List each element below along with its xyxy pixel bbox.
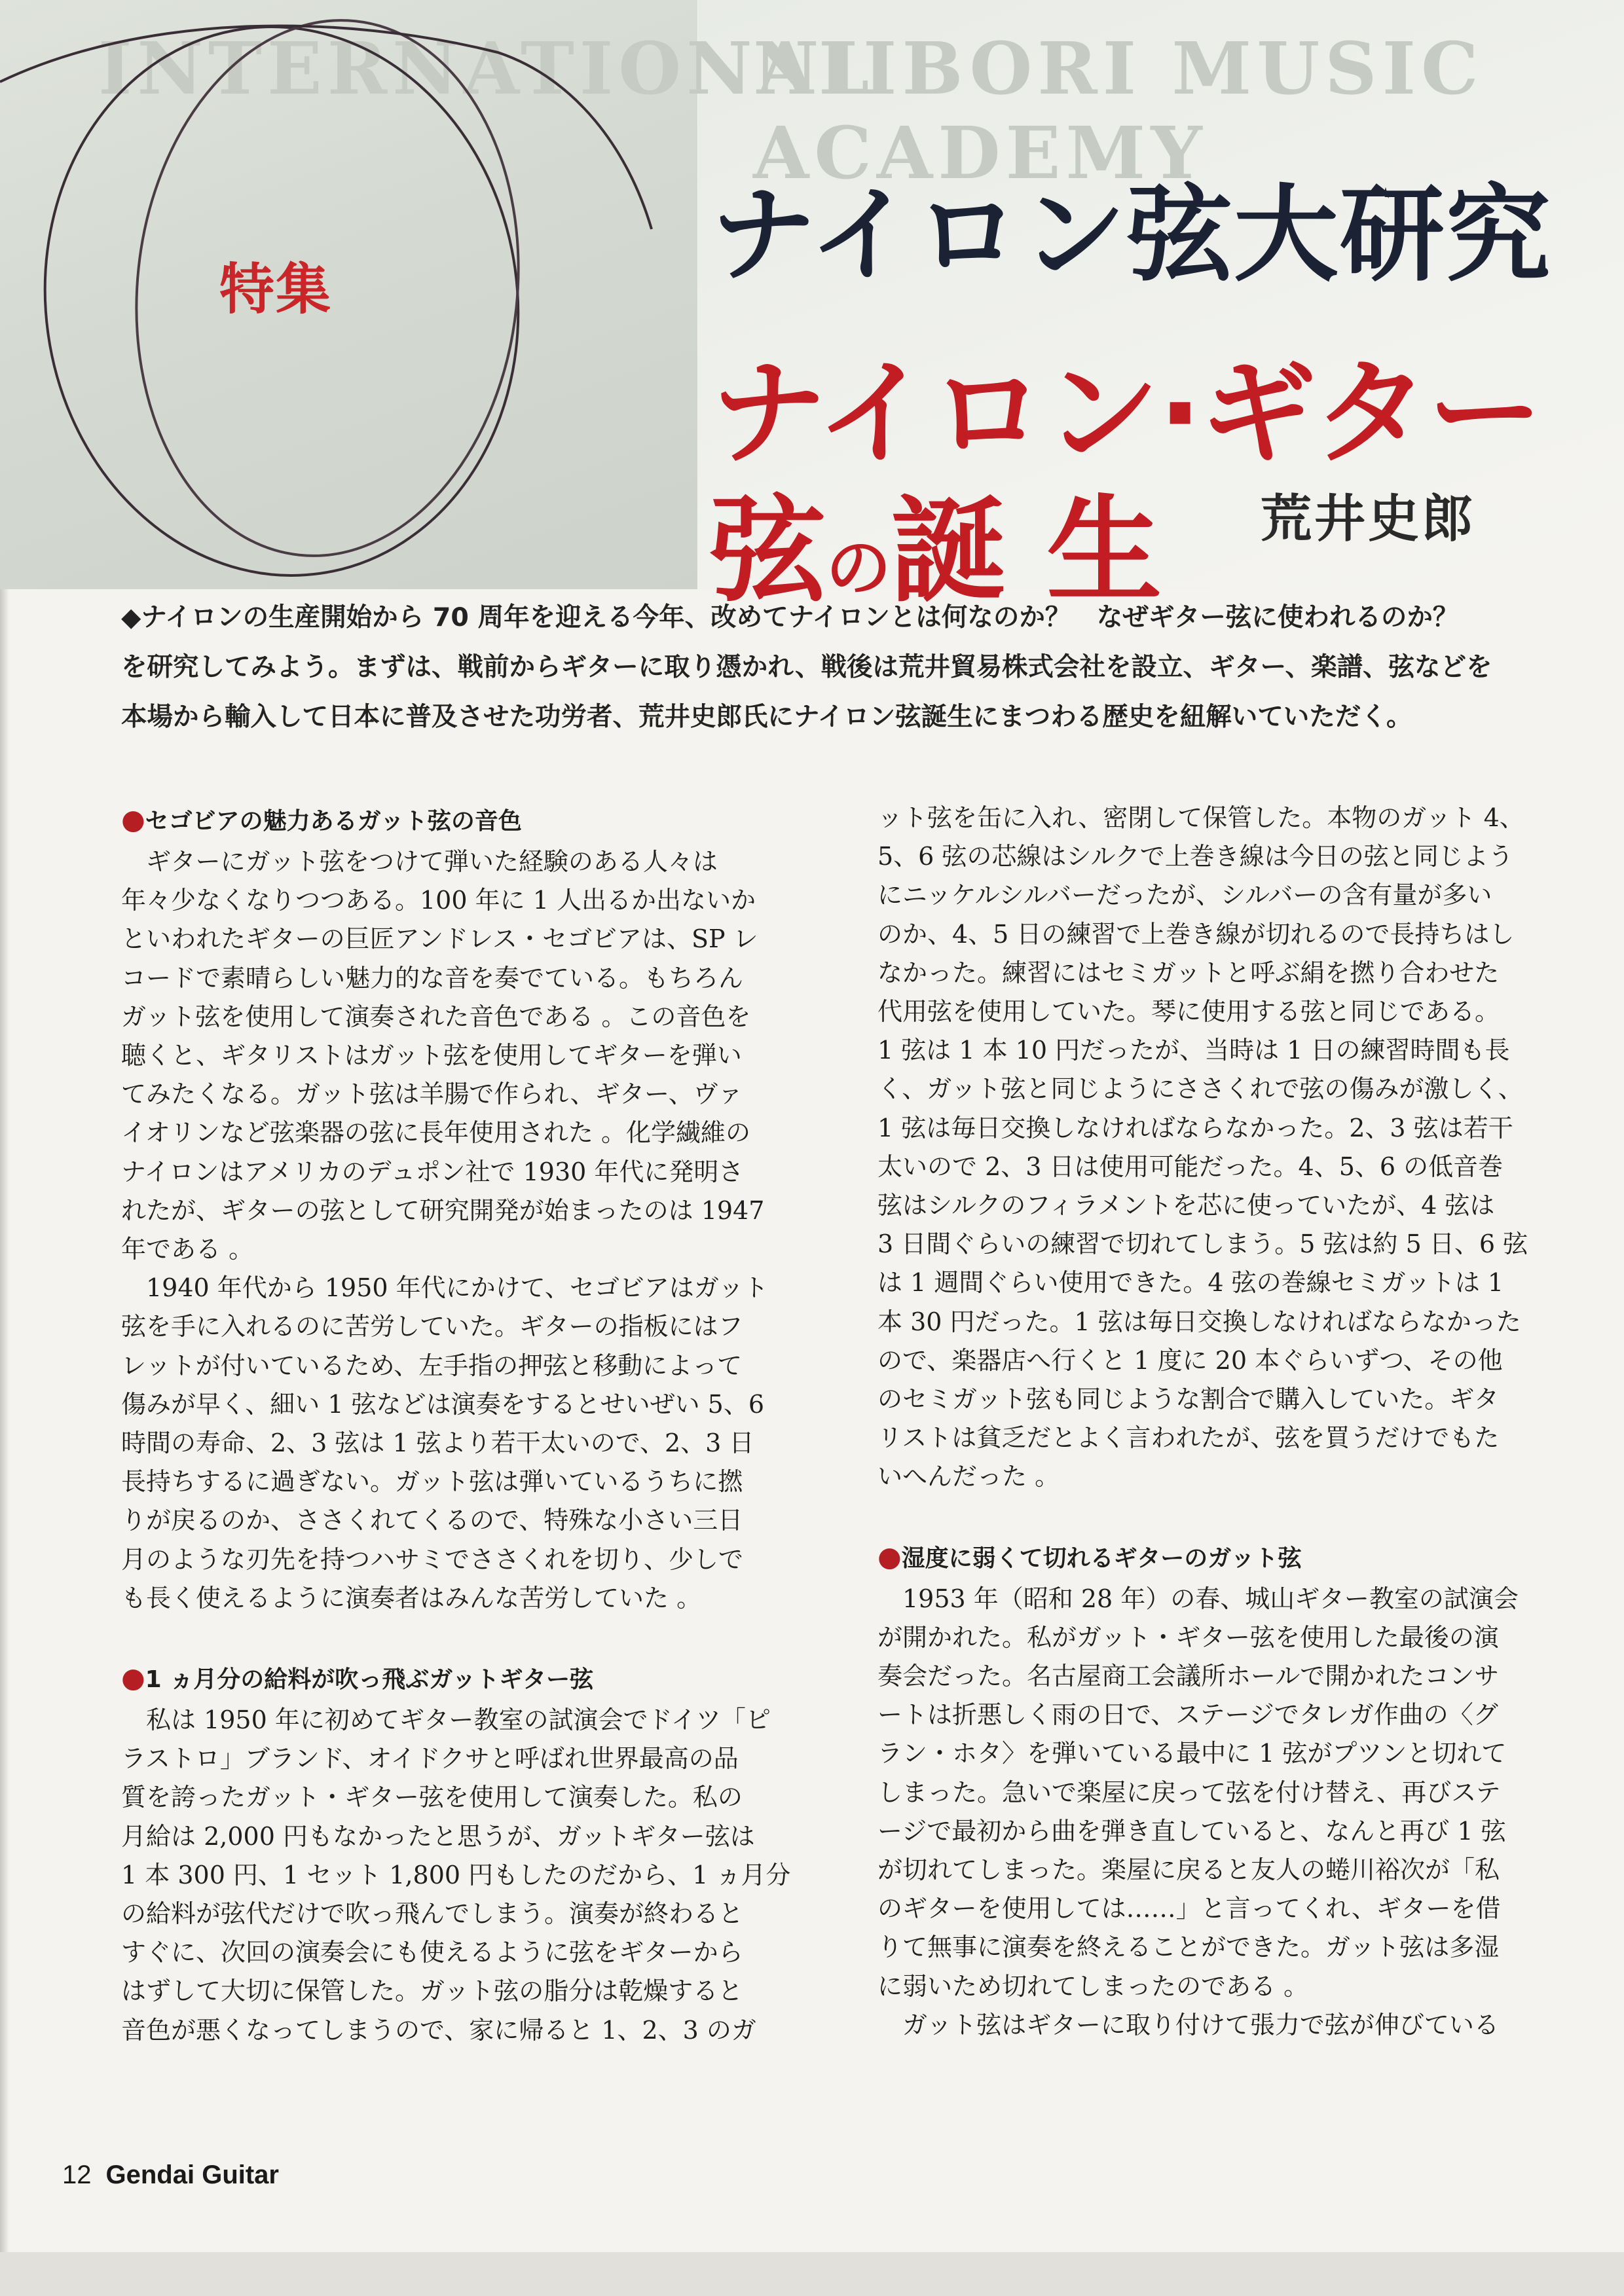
body-line: 時間の寿命、2、3 弦は 1 弦より若干太いので、2、3 日 — [121, 1429, 754, 1458]
right-column — [877, 799, 1568, 2045]
page-footer — [62, 2160, 279, 2190]
body-line: イオリンなど弦楽器の弦に長年使用された 。化学繊維の — [121, 1118, 750, 1148]
body-line: ガット弦を使用して演奏された音色である 。この音色を — [121, 1002, 751, 1031]
section-heading — [877, 1536, 1568, 1580]
body-line: く、ガット弦と同じようにささくれで弦の傷みが激しく、 — [877, 1074, 1523, 1104]
lead-line: を研究してみよう。まずは、戦前からギターに取り憑かれ、戦後は荒井貿易株式会社を設立、ギター、楽譜、弦などを — [121, 652, 1492, 682]
body-line: 5、6 弦の芯線はシルクで上巻き線は今日の弦と同じよう — [877, 842, 1513, 871]
body-line: ラン・ホタ〉を弾いている最中に 1 弦がプツンと切れて — [877, 1739, 1507, 1768]
body-line: 3 日間ぐらいの練習で切れてしまう。5 弦は約 5 日、6 弦 — [877, 1230, 1528, 1259]
body-line: 年である 。 — [121, 1235, 254, 1264]
body-line: 音色が悪くなってしまうので、家に帰ると 1、2、3 のガ — [121, 2015, 756, 2045]
body-line: ギターにガット弦をつけて弾いた経験のある人々は — [146, 847, 718, 876]
body-line: の給料が弦代だけで吹っ飛んでしまう。演奏が終わると — [121, 1899, 744, 1929]
lead-paragraph — [121, 592, 1555, 742]
left-column — [121, 799, 812, 2050]
body-line: 私は 1950 年に初めてギター教室の試演会でドイツ「ピ — [146, 1705, 771, 1735]
body-line: 質を誇ったガット・ギター弦を使用して演奏した。私の — [121, 1783, 743, 1812]
body-line: はずして大切に保管した。ガット弦の脂分は乾燥すると — [121, 1977, 743, 2006]
author-name: 荒井史郎 — [1261, 490, 1476, 549]
body-line: ット弦を缶に入れ、密閉して保管した。本物のガット 4、 — [877, 803, 1524, 832]
body-line: 傷みが早く、細い 1 弦などは演奏をするとせいぜい 5、6 — [121, 1389, 765, 1419]
body-line: 弦を手に入れるのに苦労していた。ギターの指板にはフ — [121, 1312, 743, 1341]
body-line: しまった。急いで楽屋に戻って弦を付け替え、再びステ — [877, 1777, 1501, 1807]
body-line: 月給は 2,000 円もなかったと思うが、ガットギター弦は — [121, 1821, 755, 1851]
body-line: すぐに、次回の演奏会にも使えるように弦をギターから — [121, 1938, 743, 1967]
body-line: 1 弦は 1 本 10 円だったが、当時は 1 日の練習時間も長 — [877, 1036, 1510, 1065]
body-line: も長く使えるように演奏者はみんな苦労していた 。 — [121, 1583, 702, 1613]
body-line: ージで最初から曲を弾き直していると、なんと再び 1 弦 — [877, 1816, 1506, 1846]
body-line: コードで素晴らしい魅力的な音を奏でている。もちろん — [121, 963, 744, 993]
body-line: 1940 年代から 1950 年代にかけて、セゴビアはガット — [146, 1273, 769, 1303]
body-line: は 1 週間ぐらい使用できた。4 弦の巻線セミガットは 1 — [877, 1268, 1504, 1298]
body-line: 1 弦は毎日交換しなければならなかった。2、3 弦は若干 — [877, 1113, 1513, 1142]
photo-background-lettering: INTERNATIONAL — [98, 26, 875, 111]
body-line: 長持ちするに過ぎない。ガット弦は弾いているうちに撚 — [121, 1467, 743, 1497]
body-line: 1 本 300 円、1 セット 1,800 円もしたのだから、1 ヵ月分 — [121, 1860, 791, 1889]
bullet-icon: ● — [121, 803, 145, 835]
bullet-icon: ● — [121, 1662, 145, 1694]
body-line: ラストロ」ブランド、オイドクサと呼ばれ世界最高の品 — [121, 1744, 739, 1774]
body-line: ナイロンはアメリカのデュポン社で 1930 年代に発明さ — [121, 1157, 744, 1186]
scan-bottom-strip — [0, 2252, 1624, 2296]
section-heading-text: 湿度に弱くて切れるギターのガット弦 — [901, 1544, 1302, 1572]
body-line: 代用弦を使用していた。琴に使用する弦と同じである。 — [877, 997, 1500, 1027]
title-line-2: ナイロン·ギター — [710, 346, 1541, 481]
body-line: 本 30 円だった。1 弦は毎日交換しなければならなかった — [877, 1307, 1521, 1336]
body-line: ので、楽器店へ行くと 1 度に 20 本ぐらいずつ、その他 — [877, 1345, 1503, 1375]
title-line-3-part-b: の — [826, 530, 892, 606]
bullet-icon: ● — [877, 1540, 902, 1573]
body-line: にニッケルシルバーだったが、シルバーの含有量が多い — [877, 881, 1492, 910]
body-line: いへんだった 。 — [877, 1462, 1060, 1491]
magazine-name: Gendai Guitar — [105, 2160, 279, 2189]
section-heading-text: セゴビアの魅力あるガット弦の音色 — [145, 808, 522, 835]
section-gap — [877, 1497, 1568, 1536]
body-line: てみたくなる。ガット弦は羊腸で作られ、ギター、ヴァ — [121, 1080, 743, 1109]
photo-background-lettering: NIIBORI MUSIC ACADEMY — [753, 26, 1484, 195]
body-line: なかった。練習にはセミガットと呼ぶ絹を撚り合わせた — [877, 958, 1500, 987]
body-line: が開かれた。私がガット・ギター弦を使用した最後の演 — [877, 1622, 1499, 1652]
body-line: のギターを使用しては……」と言ってくれ、ギターを借 — [877, 1894, 1501, 1923]
title-line-3-part-c: 誕 生 — [891, 484, 1162, 618]
body-line: ートは折悪しく雨の日で、ステージでタレガ作曲の〈グ — [877, 1700, 1498, 1730]
title-line-3-part-a: 弦 — [710, 484, 826, 618]
body-line: 1953 年（昭和 28 年）の春、城山ギター教室の試演会 — [902, 1584, 1519, 1613]
lead-line: 本場から輸入して日本に普及させた功労者、荒井史郎氏にナイロン弦誕生にまつわる歴史を紐解いていただく。 — [121, 702, 1412, 732]
lead-line: ◆ナイロンの生産開始から 70 周年を迎える今年、改めてナイロンとは何なのか？ なぜギター弦に使われるのか？ — [121, 602, 1459, 632]
title-line-1: ナイロン弦大研究 — [710, 173, 1552, 296]
body-line: ガット弦はギターに取り付けて張力で弦が伸びている — [902, 2010, 1499, 2039]
body-line: れたが、ギターの弦として研究開発が始まったのは 1947 — [121, 1195, 765, 1225]
section-gap — [121, 1618, 812, 1657]
section-heading — [121, 799, 812, 843]
body-line: レットが付いているため、左手指の押弦と移動によって — [121, 1351, 743, 1380]
body-line: が切れてしまった。楽屋に戻ると友人の蜷川裕次が「私 — [877, 1855, 1500, 1885]
body-line: といわれたギターの巨匠アンドレス・セゴビアは、SP レ — [121, 924, 758, 954]
feature-tag: 特集 — [219, 257, 333, 321]
body-line: 年々少なくなりつつある。100 年に 1 人出るか出ないか — [121, 886, 756, 915]
section-heading — [121, 1657, 812, 1701]
body-line: りが戻るのか、ささくれてくるので、特殊な小さい三日 — [121, 1506, 743, 1535]
guitar-string-illustration — [0, 0, 697, 589]
body-line: に弱いため切れてしまったのである 。 — [877, 1971, 1309, 2001]
body-line: リストは貧乏だとよく言われたが、弦を買うだけでもた — [877, 1423, 1500, 1453]
body-line: のセミガット弦も同じような割合で購入していた。ギタ — [877, 1385, 1499, 1414]
body-line: 弦はシルクのフィラメントを芯に使っていたが、4 弦は — [877, 1191, 1495, 1220]
section-heading-text: 1 ヵ月分の給料が吹っ飛ぶガットギター弦 — [145, 1666, 594, 1694]
body-line: 太いので 2、3 日は使用可能だった。4、5、6 の低音巻 — [877, 1152, 1504, 1181]
body-line: のか、4、5 日の練習で上巻き線が切れるので長持ちはし — [877, 919, 1515, 949]
body-line: りて無事に演奏を終えることができた。ガット弦は多湿 — [877, 1933, 1500, 1962]
page-number: 12 — [62, 2160, 92, 2189]
body-line: 奏会だった。名古屋商工会議所ホールで開かれたコンサ — [877, 1662, 1500, 1691]
body-line: 月のような刃先を持つハサミでささくれを切り、少しで — [121, 1544, 744, 1574]
body-line: 聴くと、ギタリストはガット弦を使用してギターを弾い — [121, 1041, 742, 1070]
